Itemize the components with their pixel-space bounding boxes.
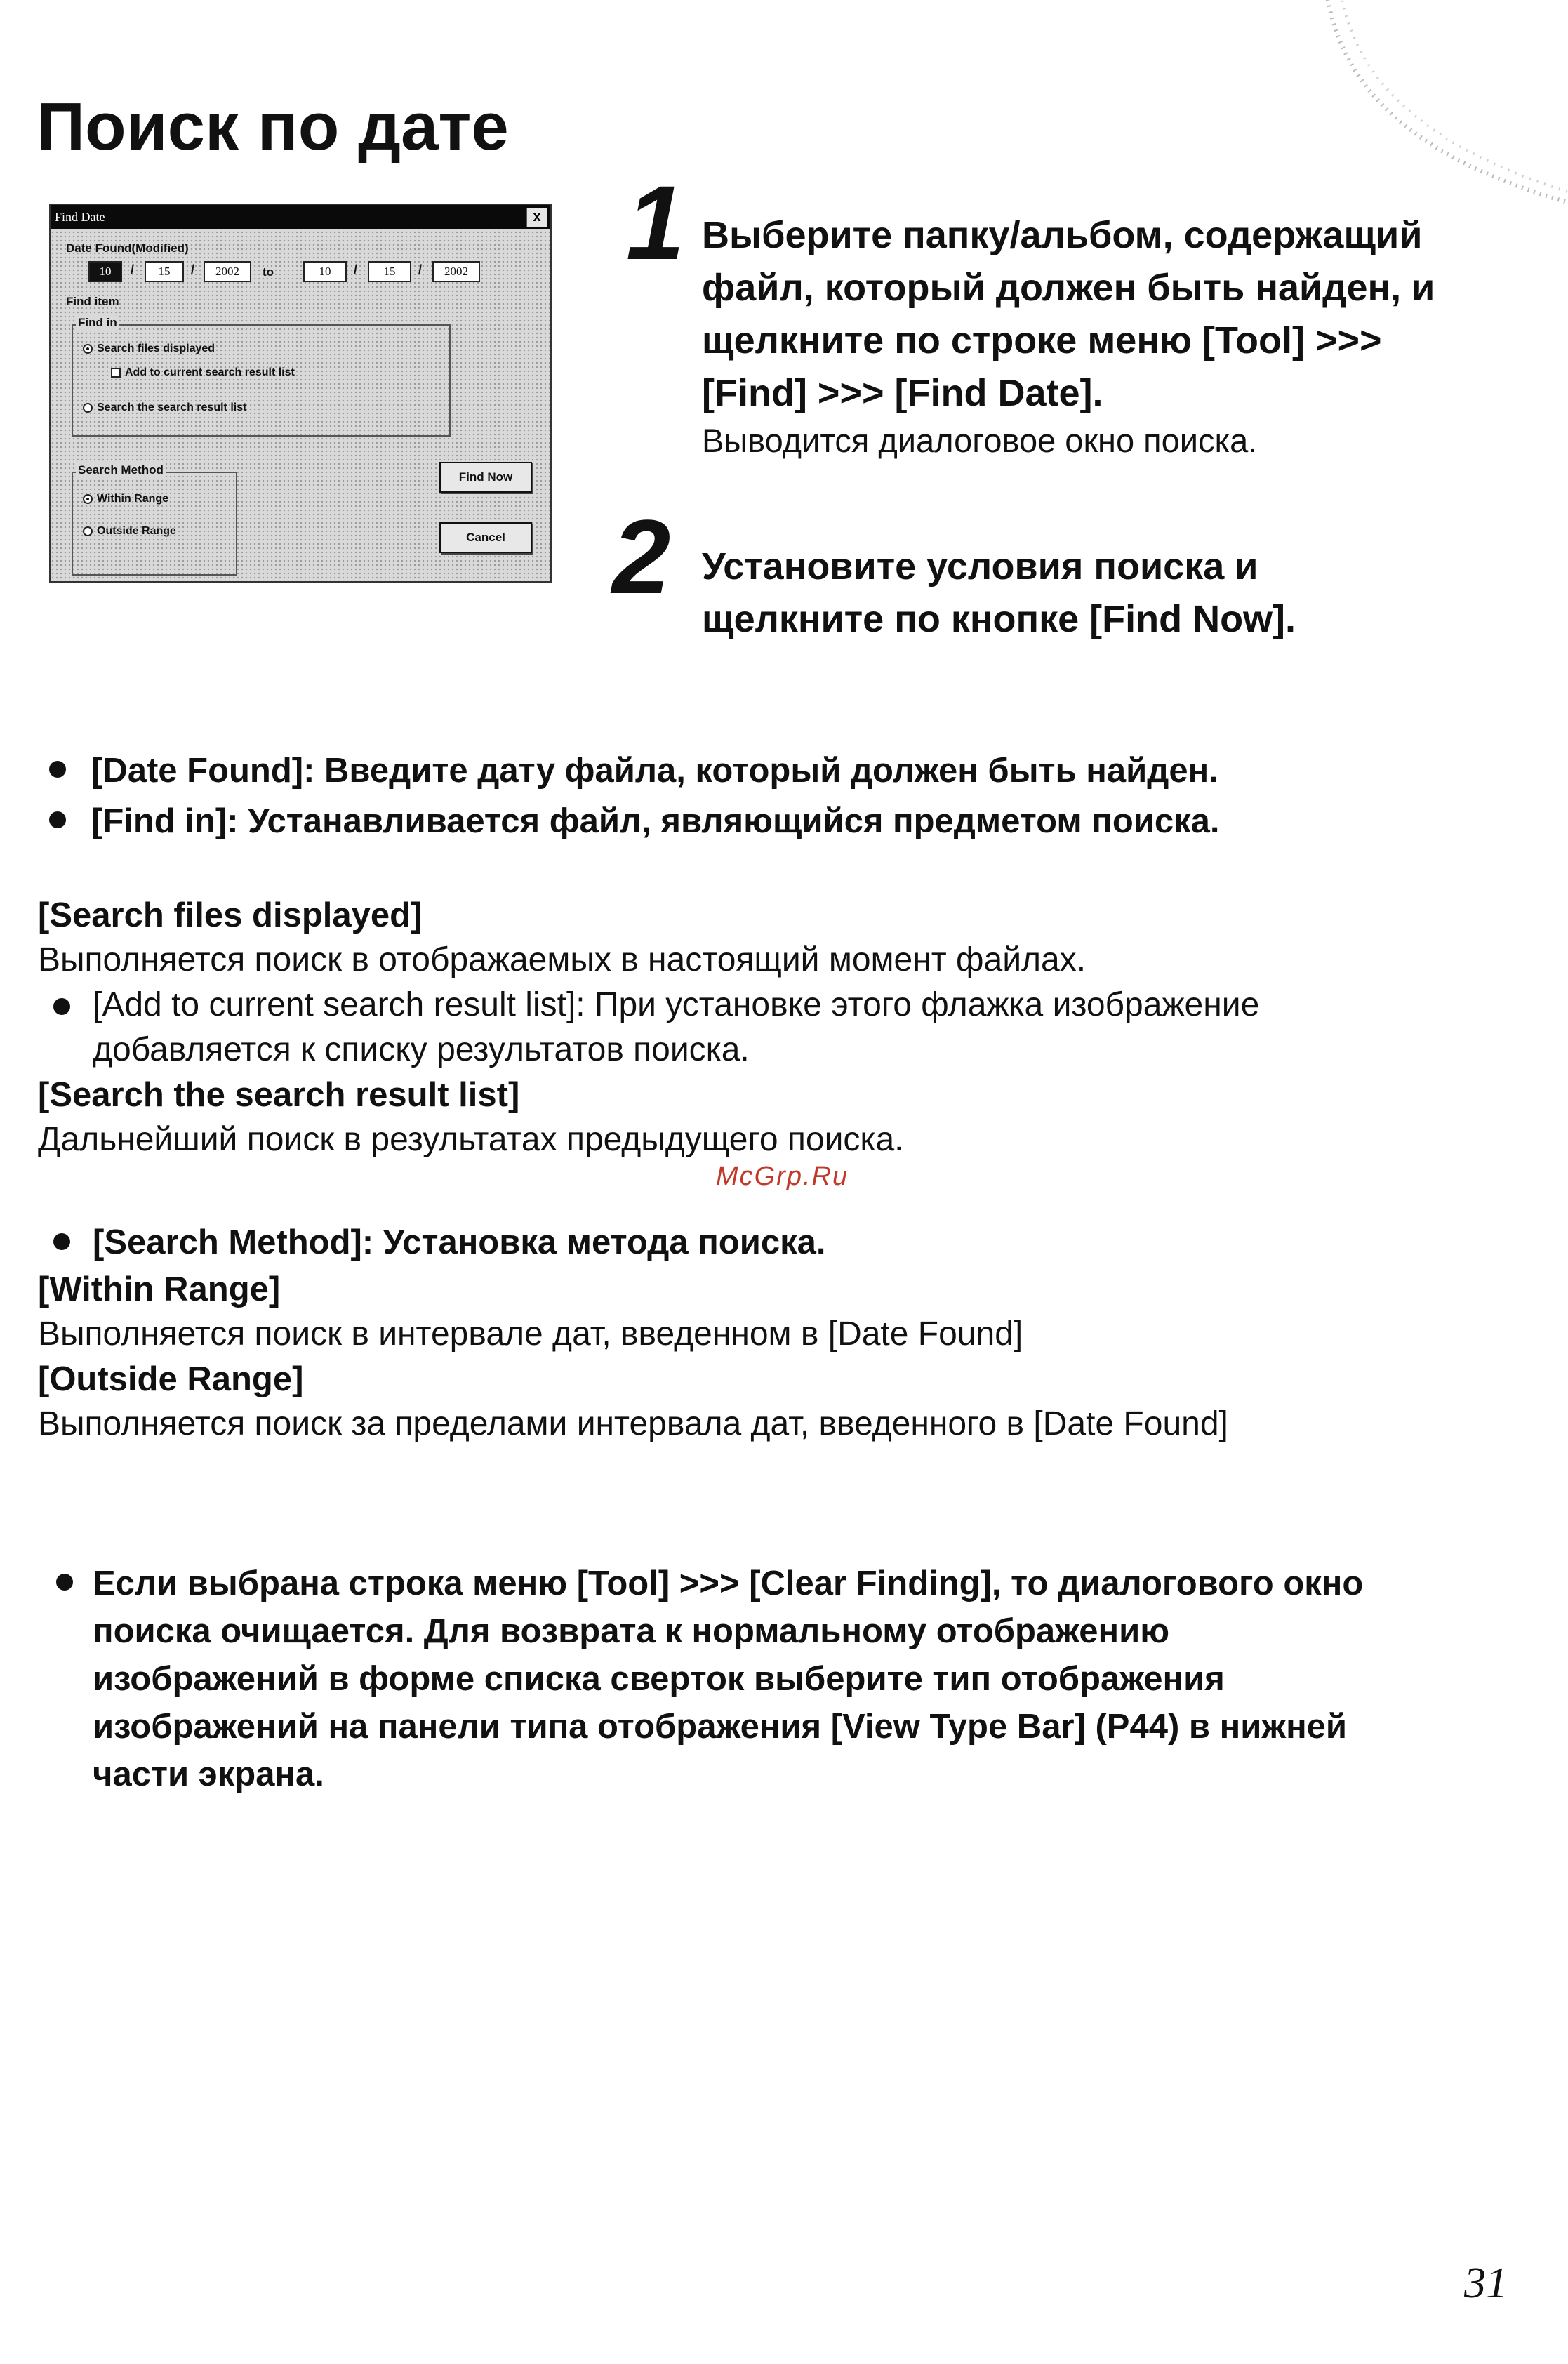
date-separator: / [191,263,195,277]
bullet-text: [Date Found]: Введите дату файла, который должен быть найден. [91,752,1218,790]
radio-icon [83,403,93,413]
cancel-button[interactable]: Cancel [439,522,532,553]
search-method-group [72,472,237,576]
option-label: Outside Range [97,525,176,537]
dialog-title: Find Date [55,210,105,224]
add-to-current-list-checkbox[interactable] [111,366,295,379]
bullet-item [49,796,1523,846]
section-text: Дальнейший поиск в результатах предыдущего поиска. [38,1121,904,1158]
to-day-field[interactable]: 15 [368,261,411,282]
option-label: Search files displayed [97,343,215,354]
radio-selected-icon [83,494,93,504]
section-heading: [Outside Range] [38,1360,304,1398]
main-bullets [49,745,1523,846]
bullet-icon [53,1233,70,1250]
close-icon[interactable]: x [526,208,547,227]
find-item-label: Find item [66,295,119,308]
note-block [52,1560,1533,1798]
section-heading: [Within Range] [38,1270,281,1308]
radio-selected-icon [83,344,93,354]
within-range-radio[interactable] [83,493,168,505]
bullet-text: добавляется к списку результатов поиска. [93,1031,750,1068]
from-month-field[interactable]: 10 [88,261,122,282]
search-result-list-radio[interactable] [83,401,246,414]
step-2 [702,540,1296,646]
note-line: изображений на панели типа отображения [View Type Bar] (P44) в нижней [93,1708,1348,1746]
option-label: Within Range [97,493,169,505]
step-2-line: щелкните по кнопке [Find Now]. [702,598,1296,640]
option-label: Add to current search result list [125,366,295,378]
step-1-line: файл, который должен быть найден, и [702,267,1435,309]
bullet-item [38,983,1526,1073]
checkbox-icon [111,368,121,378]
bullet-icon [53,998,70,1015]
step-1-subtext: Выводится диалоговое окно поиска. [702,422,1258,459]
to-month-field[interactable]: 10 [303,261,347,282]
bullet-item [49,745,1523,796]
date-separator: / [354,263,358,277]
step-1-number: 1 [626,164,685,281]
to-label: to [263,265,274,279]
section-heading: [Search files displayed] [38,896,423,934]
bullet-text: [Add to current search result list]: При установке этого флажка изображение [93,986,1260,1023]
find-in-group [72,324,451,437]
search-files-displayed-radio[interactable] [83,343,215,355]
bullet-icon [56,1574,73,1591]
to-year-field[interactable]: 2002 [432,261,480,282]
from-year-field[interactable]: 2002 [204,261,251,282]
section-text: Выполняется поиск в отображаемых в настоящий момент файлах. [38,941,1087,978]
dialog-titlebar [51,205,550,229]
bullet-icon [49,761,66,778]
date-separator: / [131,263,135,277]
option-label: Search the search result list [97,401,247,413]
date-separator: / [418,263,423,277]
step-1-line: Выберите папку/альбом, содержащий [702,214,1423,256]
bullet-text: [Search Method]: Установка метода поиска. [93,1223,826,1261]
step-1-line: [Find] >>> [Find Date]. [702,372,1103,414]
section-heading: [Search the search result list] [38,1076,520,1114]
page-title: Поиск по дате [36,89,509,164]
bullet-item [38,1218,1526,1267]
bullet-icon [49,811,66,828]
bullet-text: [Find in]: Устанавливается файл, являющийся предметом поиска. [91,802,1220,840]
outside-range-radio[interactable] [83,525,176,538]
page-number: 31 [1464,2259,1508,2307]
search-method-section [38,1218,1526,1447]
section-text: Выполняется поиск за пределами интервала дат, введенного в [Date Found] [38,1405,1228,1442]
find-date-dialog-screenshot [49,204,552,583]
date-found-label: Date Found(Modified) [66,241,189,255]
watermark-text: McGrp.Ru [716,1162,849,1191]
note-line: Если выбрана строка меню [Tool] >>> [Clear Finding], то диалогового окно [93,1565,1364,1602]
section-text: Выполняется поиск в интервале дат, введенном в [Date Found] [38,1315,1023,1353]
note-line: поиска очищается. Для возврата к нормальному отображению [93,1612,1170,1650]
step-2-number: 2 [612,498,671,616]
from-day-field[interactable]: 15 [145,261,184,282]
note-line: изображений в форме списка сверток выберите тип отображения [93,1660,1225,1698]
find-in-label: Find in [76,316,119,330]
find-now-button[interactable]: Find Now [439,462,532,493]
note-line: части экрана. [93,1755,324,1793]
search-method-label: Search Method [76,463,166,477]
step-2-line: Установите условия поиска и [702,545,1258,587]
step-1-line: щелкните по строке меню [Tool] >>> [702,319,1382,361]
step-1 [702,209,1435,462]
radio-icon [83,526,93,536]
find-in-section [38,893,1526,1162]
